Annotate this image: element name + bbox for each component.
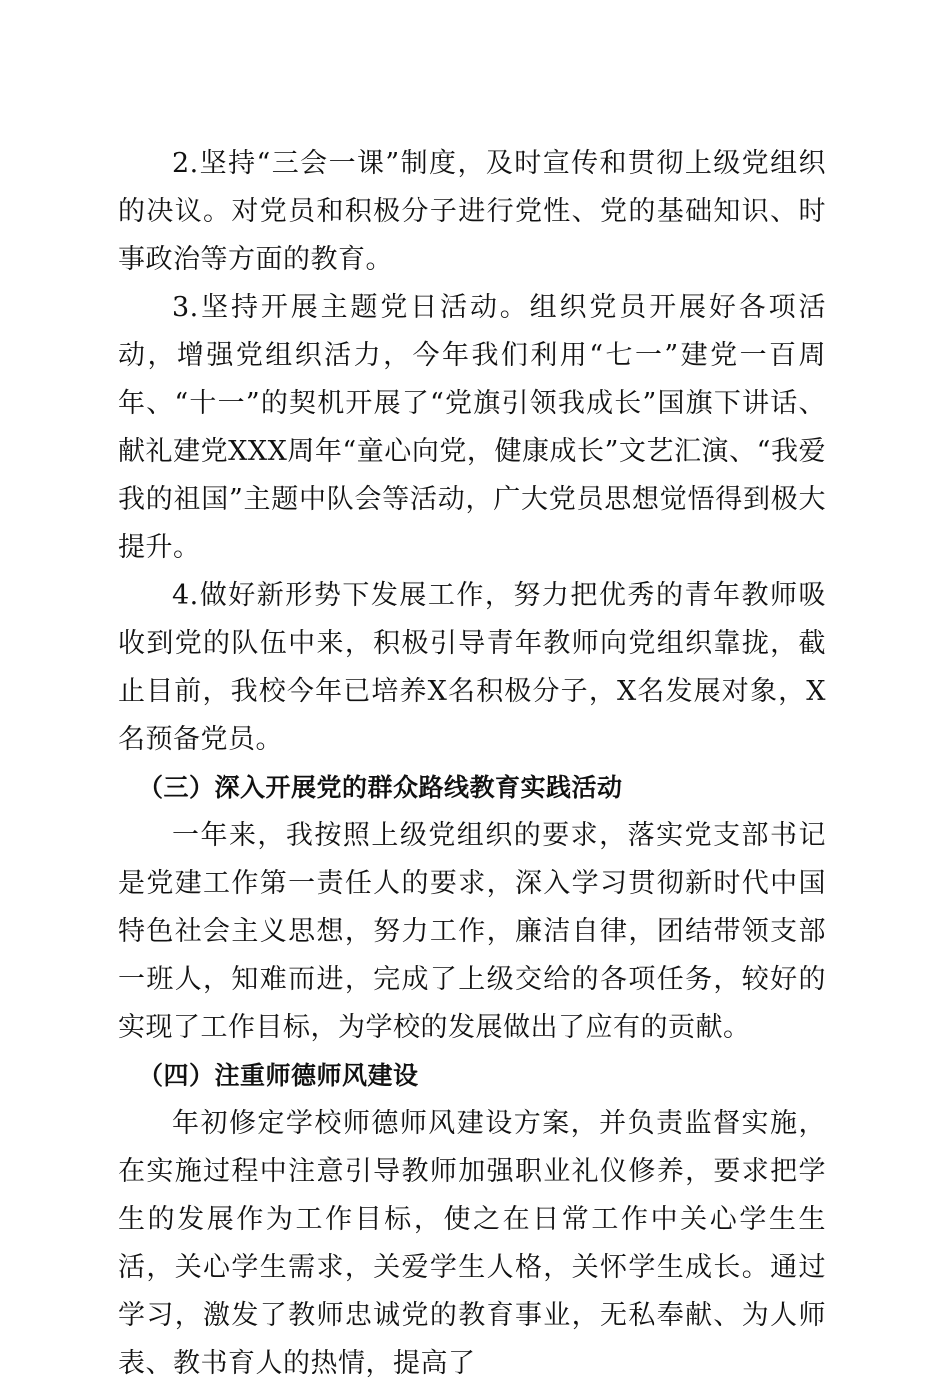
section-heading-3: （三）深入开展党的群众路线教育实践活动 [138,773,623,802]
paragraph-section-3: 一年来，我按照上级党组织的要求，落实党支部书记是党建工作第一责任人的要求，深入学习贯彻新时代中国特色社会主义思想，努力工作，廉洁自律，团结带领支部一班人，知难而进，完成了上级交给的各项任务，较好的实现了工作目标，为学校的发展做出了应有的贡献。 [118,820,826,1043]
section-heading-4: （四）注重师德师风建设 [138,1061,419,1090]
paragraph-item-3: 3.坚持开展主题党日活动。组织党员开展好各项活动，增强党组织活力，今年我们利用“七一”建党一百周年、“十一”的契机开展了“党旗引领我成长”国旗下讲话、献礼建党XXX周年“童心向党，健康成长”文艺汇演、“我爱我的祖国”主题中队会等活动，广大党员思想觉悟得到极大提升。 [118,292,826,563]
paragraph-item-2: 2.坚持“三会一课”制度，及时宣传和贯彻上级党组织的决议。对党员和积极分子进行党性、党的基础知识、时事政治等方面的教育。 [118,148,826,275]
paragraph-item-4: 4.做好新形势下发展工作，努力把优秀的青年教师吸收到党的队伍中来，积极引导青年教师向党组织靠拢，截止目前，我校今年已培养X名积极分子，X名发展对象，X名预备党员。 [118,580,826,755]
document-page [118,140,826,1388]
paragraph-section-4: 年初修定学校师德师风建设方案，并负责监督实施，在实施过程中注意引导教师加强职业礼仪修养，要求把学生的发展作为工作目标，使之在日常工作中关心学生生活，关心学生需求，关爱学生人格，关怀学生成长。通过学习，激发了教师忠诚党的教育事业，无私奉献、为人师表、教书育人的热情，提高了 [118,1108,826,1379]
